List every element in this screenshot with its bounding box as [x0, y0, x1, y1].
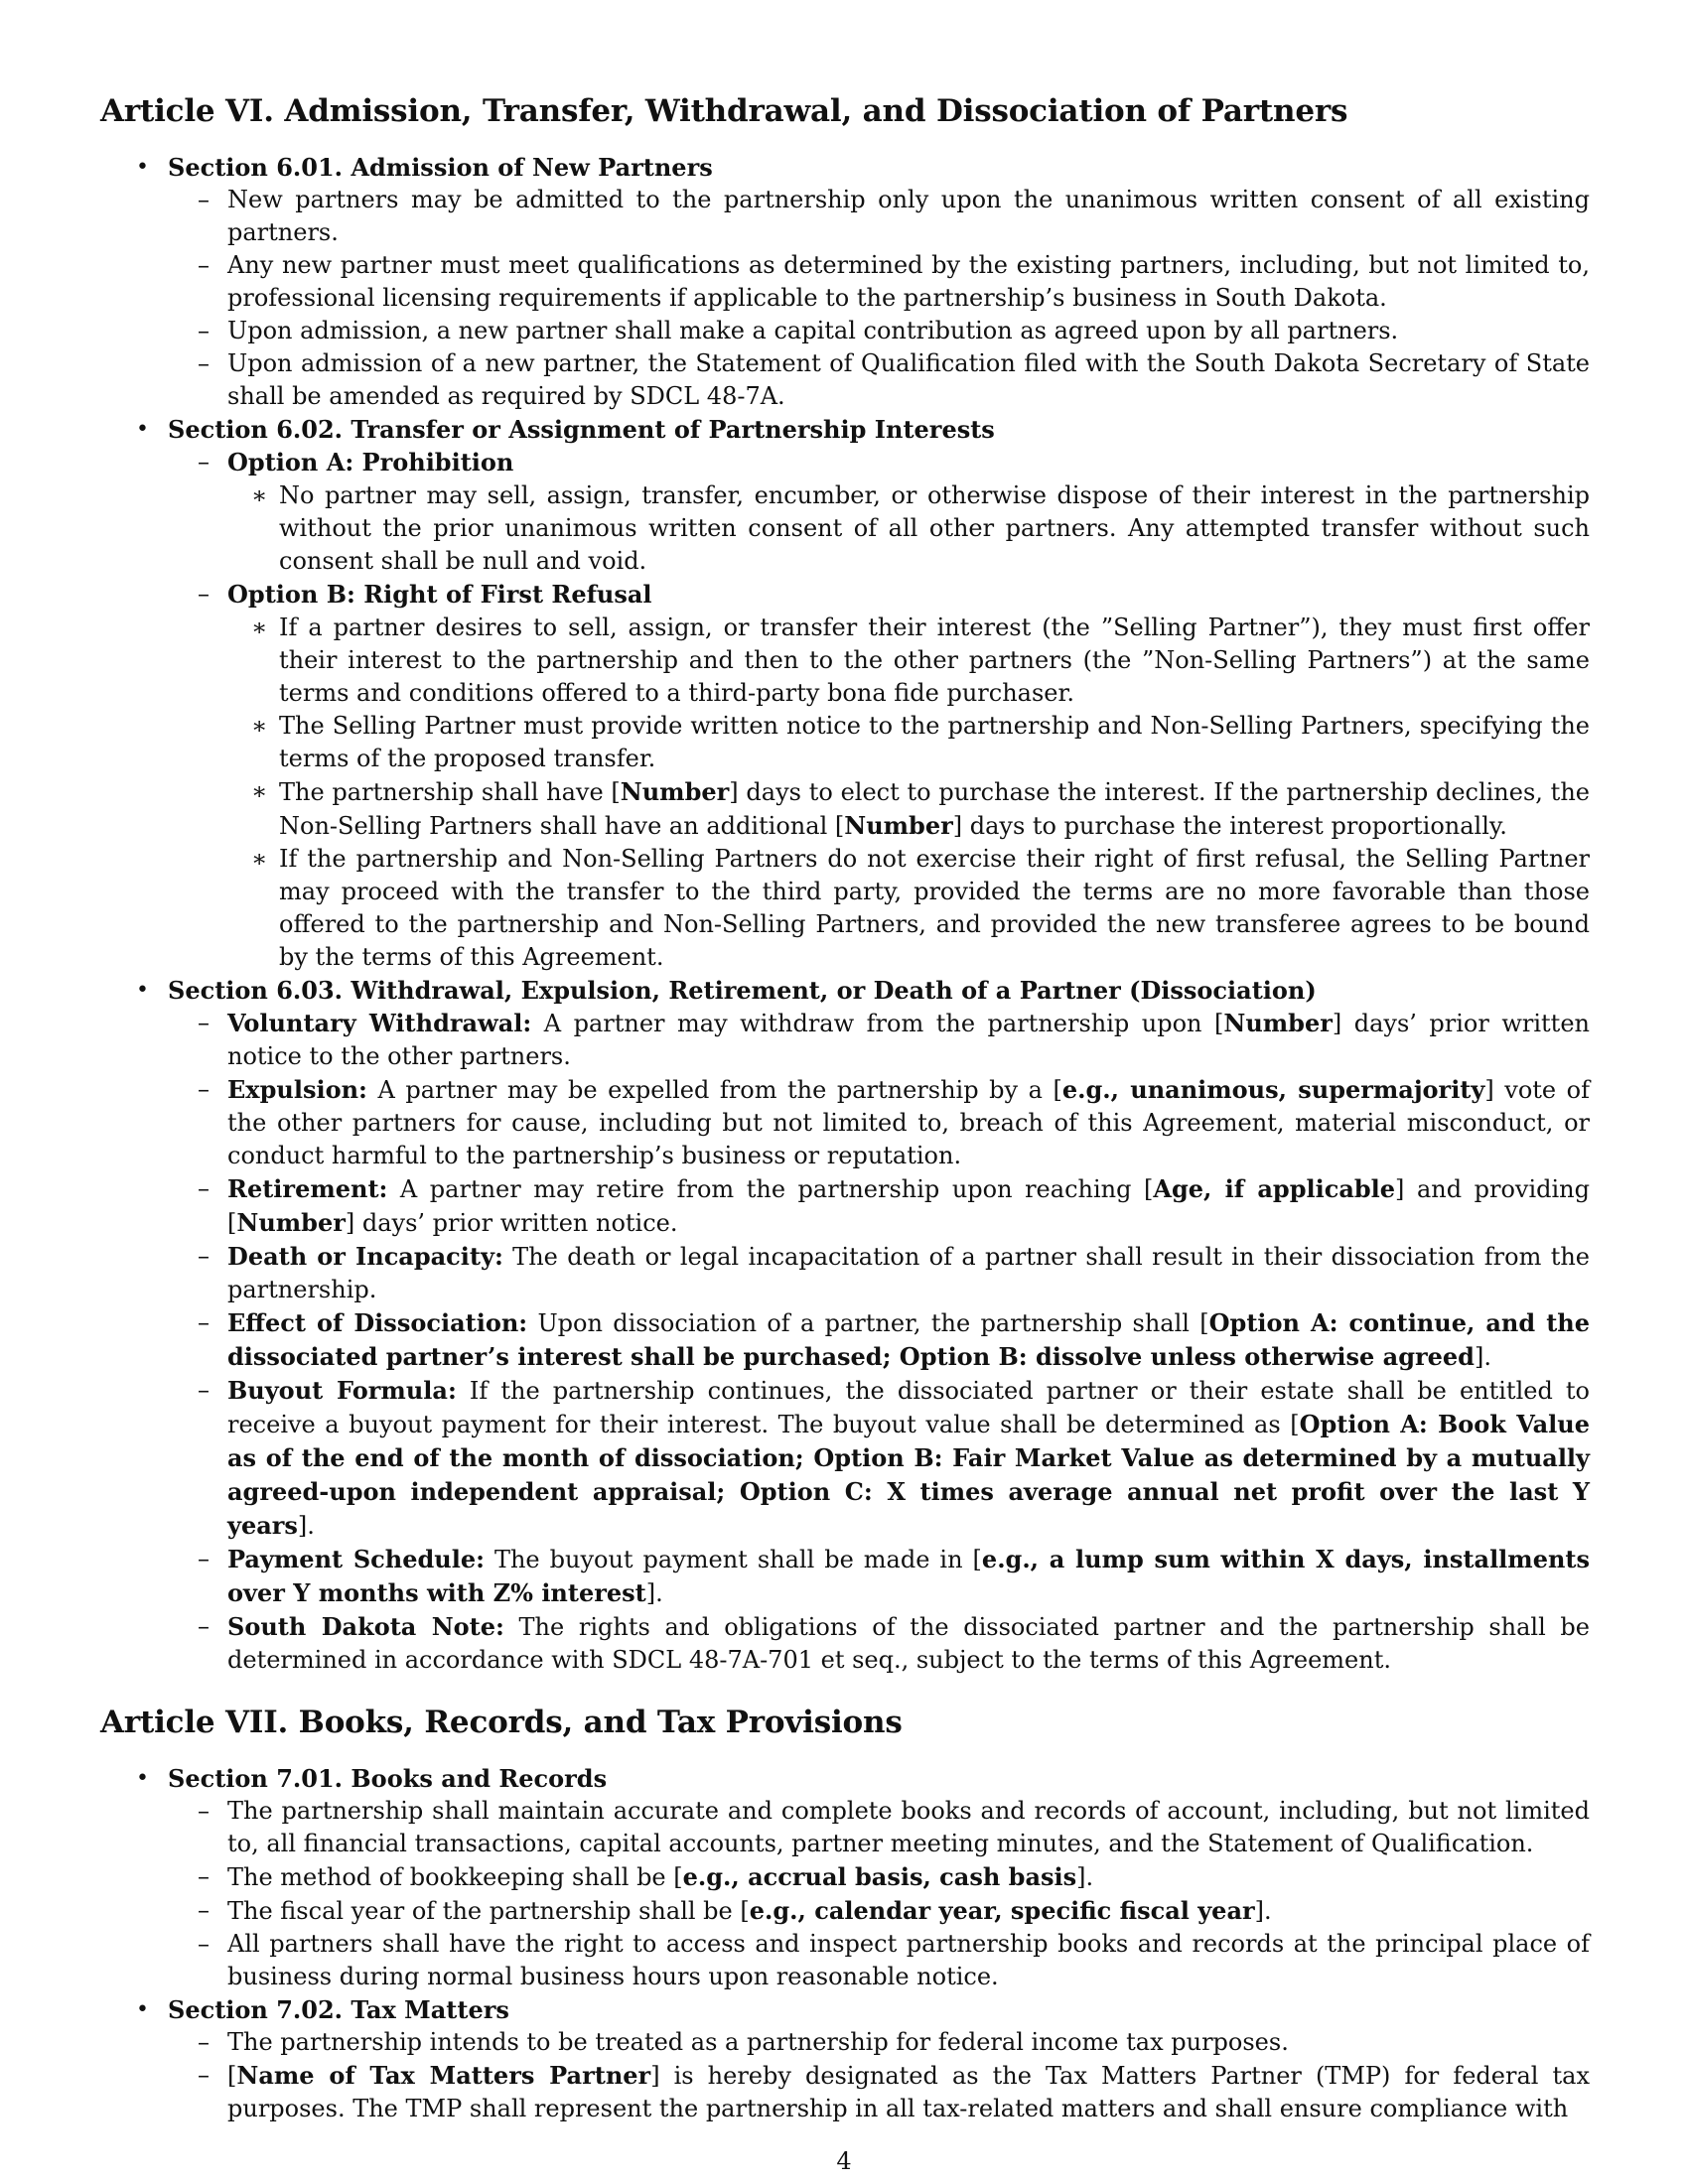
- item-label: Expulsion:: [227, 1075, 367, 1104]
- text-run: The fiscal year of the partnership shall be [: [227, 1897, 750, 1925]
- item-label: South Dakota Note:: [227, 1612, 504, 1641]
- list-item: [227, 775, 1590, 843]
- list-item: [168, 1007, 1590, 1073]
- option-a-title: Option A: Prohibition: [227, 448, 514, 477]
- placeholder-field: e.g., a lump sum within X days, installments over Y months with Z% interest: [227, 1545, 1591, 1607]
- text-run: ].: [297, 1512, 315, 1540]
- section-7-01-items: [168, 1795, 1590, 1993]
- text-run: A partner may be expelled from the partnership by a [: [366, 1076, 1062, 1104]
- option-b-items: [227, 612, 1590, 974]
- placeholder-field: Number: [844, 811, 953, 840]
- option-a: [168, 446, 1590, 578]
- placeholder-field: Number: [620, 777, 730, 806]
- list-item: – The partnership shall maintain accurate and complete books and records of account, including, but not limited to, all financial transactions, capital accounts, partner meeting minutes, and the Statement of Qualification.: [168, 1795, 1590, 1860]
- text-run: The death or legal incapacitation of a partner shall result in their dissociation from the partnership.: [227, 1243, 1590, 1303]
- item-label: Effect of Dissociation:: [227, 1308, 528, 1337]
- list-item: ∗ The Selling Partner must provide written notice to the partnership and Non-Selling Partners, specifying the terms of the proposed transfer.: [227, 710, 1590, 775]
- text-run: ] days to purchase the interest proportionally.: [952, 812, 1507, 840]
- item-label: Buyout Formula:: [227, 1376, 457, 1405]
- article-6-sections: [100, 151, 1590, 1677]
- list-item: – New partners may be admitted to the partnership only upon the unanimous written consent of all existing partners.: [168, 184, 1590, 249]
- list-item: [168, 2059, 1590, 2125]
- text-run: ] vote of the other partners for cause, including but not limited to, breach of this Agreement, material misconduct, or conduct harmful to the partnership’s business or reputation.: [227, 1076, 1590, 1169]
- option-b-title: Option B: Right of First Refusal: [227, 580, 652, 609]
- section-6-01-title: • Section 6.01. Admission of New Partners: [168, 153, 713, 182]
- list-item: – Any new partner must meet qualifications as determined by the existing partners, including, but not limited to, professional licensing requirements if applicable to the partnership’s business in South Dakota.: [168, 249, 1590, 315]
- section-6-02: [100, 413, 1590, 974]
- list-item: ∗ If the partnership and Non-Selling Partners do not exercise their right of first refusal, the Selling Partner may proceed with the transfer to the third party, provided the terms are no more favorable than those offered to the partnership and Non-Selling Partners, and provided the new transferee agrees to be bound by the terms of this Agreement.: [227, 843, 1590, 974]
- section-6-01-items: [168, 184, 1590, 413]
- section-6-02-options: [168, 446, 1590, 974]
- placeholder-field: Option A: Book Value as of the end of the month of dissociation; Option B: Fair Market Value as determined by a mutually agreed-upon independent appraisal; Option C: X times average annual net profit over the last Y years: [227, 1410, 1590, 1540]
- section-7-02-items: [168, 2026, 1590, 2125]
- section-7-01: [100, 1762, 1590, 1993]
- text-run: [: [227, 2062, 237, 2090]
- section-6-03-items: [168, 1007, 1590, 1677]
- list-item: [168, 1374, 1590, 1543]
- placeholder-field: e.g., calendar year, specific fiscal year: [749, 1896, 1255, 1925]
- list-item: – All partners shall have the right to access and inspect partnership books and records at the principal place of business during normal business hours upon reasonable notice.: [168, 1928, 1590, 1993]
- item-label: Voluntary Withdrawal:: [227, 1009, 532, 1037]
- text-run: ] days’ prior written notice to the other partners.: [227, 1010, 1590, 1070]
- list-item: – The partnership intends to be treated as a partnership for federal income tax purposes.: [168, 2026, 1590, 2059]
- text-run: The partnership shall have [: [279, 778, 621, 806]
- list-item: [168, 1306, 1590, 1374]
- article-7-heading: Article VII. Books, Records, and Tax Provisions: [100, 1705, 903, 1740]
- text-run: ] days’ prior written notice.: [345, 1209, 678, 1237]
- placeholder-field: Name of Tax Matters Partner: [236, 2061, 651, 2090]
- text-run: ].: [1474, 1343, 1491, 1371]
- text-run: ] is hereby designated as the Tax Matters Partner (TMP) for federal tax purposes. The TMP shall represent the partnership in all tax-related matters and shall ensure compliance with: [227, 2062, 1590, 2122]
- placeholder-field: e.g., accrual basis, cash basis: [682, 1862, 1077, 1891]
- section-7-02: [100, 1993, 1590, 2125]
- section-7-01-title: • Section 7.01. Books and Records: [168, 1764, 608, 1793]
- list-item: [168, 1860, 1590, 1894]
- option-a-items: [227, 479, 1590, 578]
- page-number: 4: [836, 2147, 852, 2175]
- text-run: A partner may retire from the partnership upon reaching [: [387, 1175, 1154, 1203]
- list-item: [168, 1894, 1590, 1928]
- placeholder-field: Number: [1223, 1009, 1333, 1037]
- section-6-02-title: • Section 6.02. Transfer or Assignment of Partnership Interests: [168, 415, 995, 444]
- section-6-03: [100, 974, 1590, 1677]
- text-run: A partner may withdraw from the partnership upon [: [531, 1010, 1224, 1037]
- list-item: [168, 1240, 1590, 1306]
- item-label: Payment Schedule:: [227, 1545, 485, 1573]
- section-6-01: [100, 151, 1590, 413]
- list-item: – Upon admission, a new partner shall make a capital contribution as agreed upon by all partners.: [168, 315, 1590, 347]
- option-b: [168, 578, 1590, 974]
- document-content: [100, 91, 1590, 2125]
- item-label: Retirement:: [227, 1174, 388, 1203]
- text-run: The rights and obligations of the dissociated partner and the partnership shall be determined in accordance with SDCL 48-7A-701 et seq., subject to the terms of this Agreement.: [227, 1613, 1590, 1674]
- list-item: ∗ No partner may sell, assign, transfer, encumber, or otherwise dispose of their interest in the partnership without the prior unanimous written consent of all other partners. Any attempted transfer without such consent shall be null and void.: [227, 479, 1590, 578]
- list-item: [168, 1073, 1590, 1172]
- text-run: ].: [645, 1579, 663, 1607]
- article-6-heading: Article VI. Admission, Transfer, Withdrawal, and Dissociation of Partners: [100, 93, 1348, 129]
- placeholder-field: Age, if applicable: [1153, 1174, 1396, 1203]
- text-run: The buyout payment shall be made in [: [484, 1546, 982, 1573]
- text-run: ] days to elect to purchase the interest. If the partnership declines, the Non-Selling Partners shall have an additional [: [279, 778, 1590, 840]
- list-item: – Upon admission of a new partner, the Statement of Qualification filed with the South Dakota Secretary of State shall be amended as required by SDCL 48-7A.: [168, 347, 1590, 413]
- list-item: ∗ If a partner desires to sell, assign, or transfer their interest (the ”Selling Partner”), they must first offer their interest to the partnership and then to the other partners (the ”Non-Selling Partners”) at the same terms and conditions offered to a third-party bona fide purchaser.: [227, 612, 1590, 710]
- text-run: The method of bookkeeping shall be [: [227, 1863, 683, 1891]
- placeholder-field: Option A: continue, and the dissociated partner’s interest shall be purchased; Option B: dissolve unless otherwise agreed: [227, 1308, 1590, 1371]
- text-run: If the partnership continues, the dissociated partner or their estate shall be entitled to receive a buyout payment for their interest. The buyout value shall be determined as [: [227, 1377, 1591, 1438]
- article-7-sections: [100, 1762, 1590, 2125]
- list-item: [168, 1172, 1590, 1240]
- section-6-03-title: • Section 6.03. Withdrawal, Expulsion, Retirement, or Death of a Partner (Dissociation): [168, 976, 1317, 1005]
- section-7-02-title: • Section 7.02. Tax Matters: [168, 1995, 509, 2024]
- text-run: ].: [1254, 1897, 1272, 1925]
- list-item: [168, 1543, 1590, 1610]
- text-run: ] and providing [: [227, 1175, 1590, 1237]
- text-run: ].: [1076, 1863, 1094, 1891]
- placeholder-field: e.g., unanimous, supermajority: [1061, 1075, 1485, 1104]
- text-run: Upon dissociation of a partner, the partnership shall [: [527, 1309, 1209, 1337]
- item-label: Death or Incapacity:: [227, 1242, 503, 1271]
- placeholder-field: Number: [236, 1208, 346, 1237]
- list-item: [168, 1610, 1590, 1677]
